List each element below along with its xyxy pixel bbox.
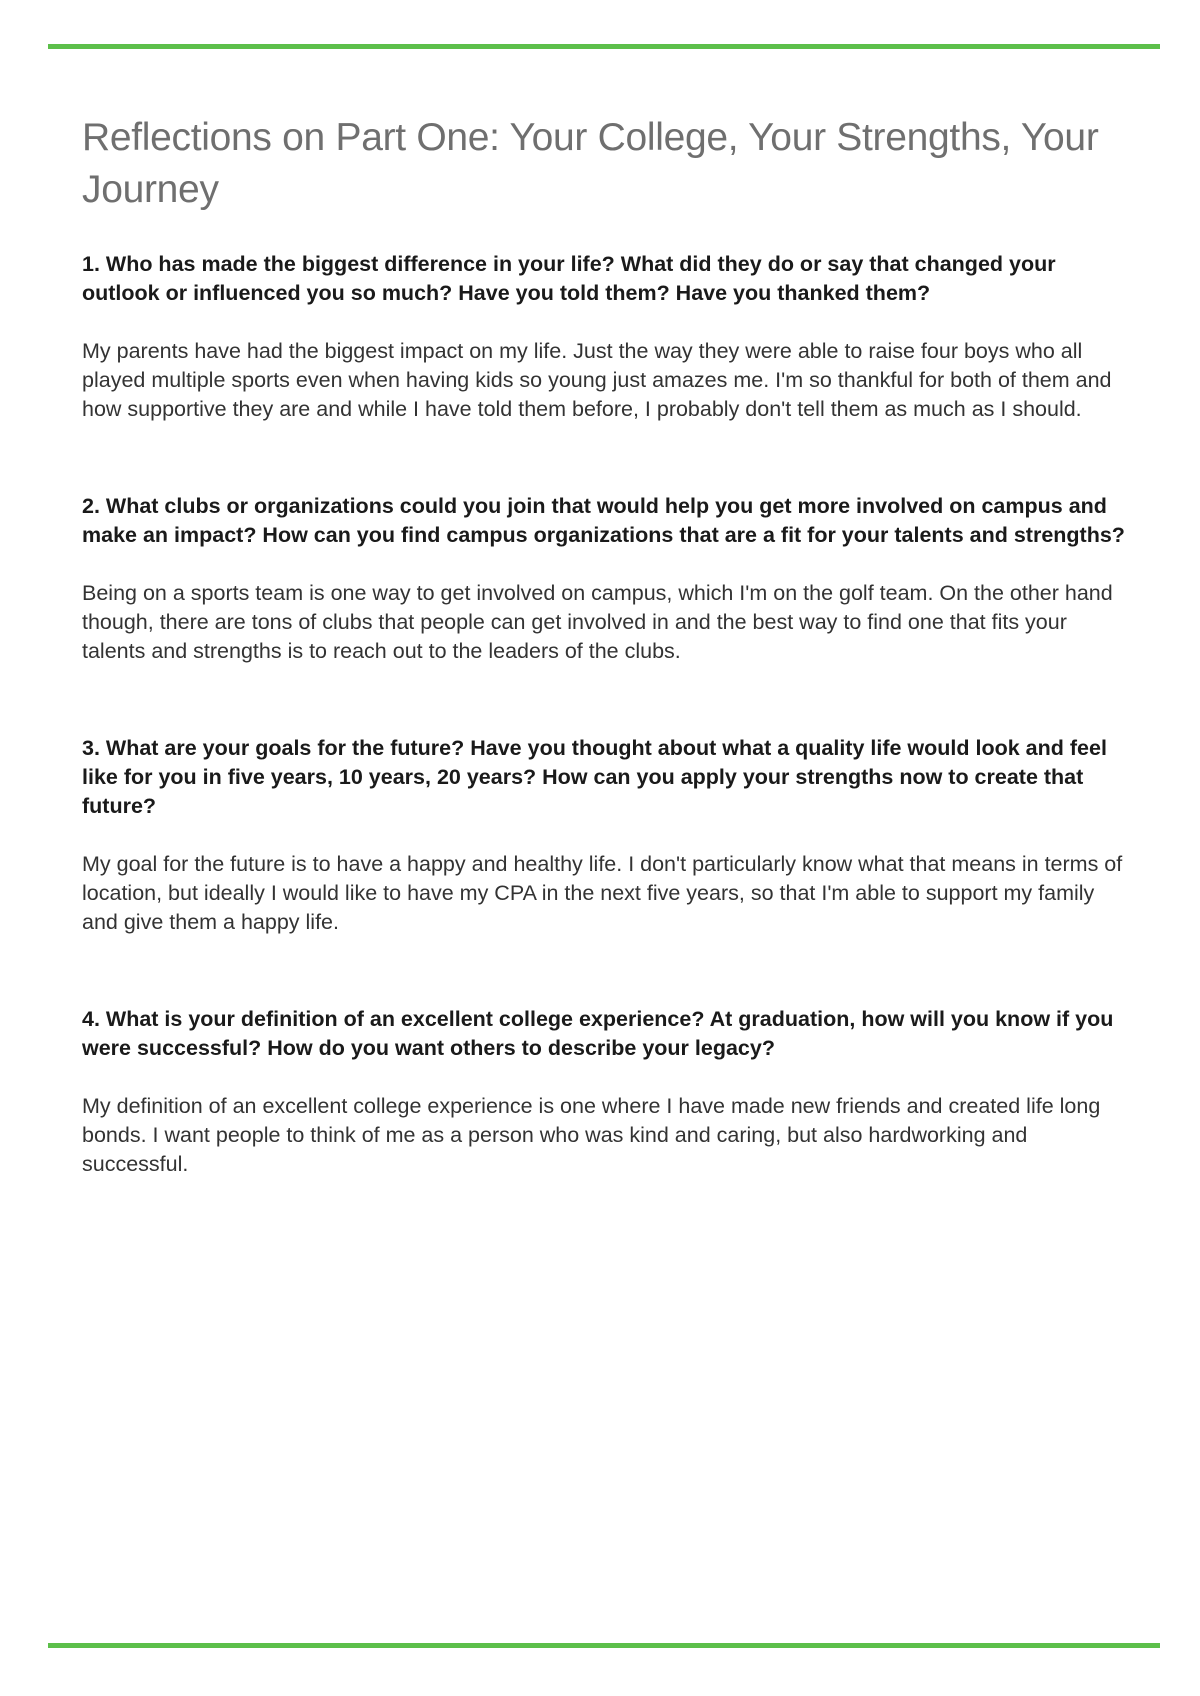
question-section-1 bbox=[82, 250, 1132, 424]
answer-text: My parents have had the biggest impact on my life. Just the way they were able to raise four boys who all played multiple sports even when having kids so young just amazes me. I'm so thankful for both of them and how supportive they are and while I have told them before, I probably don't tell them as much as I should. bbox=[82, 339, 1112, 421]
document-body bbox=[82, 112, 1132, 1247]
question-text: 4. What is your definition of an excellent college experience? At graduation, how will you know if you were successful? How do you want others to describe your legacy? bbox=[82, 1007, 1114, 1060]
question-section-3 bbox=[82, 734, 1132, 937]
answer-text: My definition of an excellent college experience is one where I have made new friends and created life long bonds. I want people to think of me as a person who was kind and caring, but also hardworking and successful. bbox=[82, 1094, 1101, 1176]
question-text: 2. What clubs or organizations could you join that would help you get more involved on campus and make an impact? How can you find campus organizations that are a fit for your talents and strengths? bbox=[82, 494, 1125, 547]
top-divider bbox=[48, 44, 1160, 49]
question-section-4 bbox=[82, 1005, 1132, 1179]
answer-text: Being on a sports team is one way to get involved on campus, which I'm on the golf team. On the other hand though, there are tons of clubs that people can get involved in and the best way to find one that fits your talents and strengths is to reach out to the leaders of the clubs. bbox=[82, 581, 1113, 663]
question-text: 1. Who has made the biggest difference in your life? What did they do or say that changed your outlook or influenced you so much? Have you told them? Have you thanked them? bbox=[82, 252, 1056, 305]
question-section-2 bbox=[82, 492, 1132, 666]
page-title: Reflections on Part One: Your College, Your Strengths, Your Journey bbox=[82, 116, 1099, 211]
answer-text: My goal for the future is to have a happy and healthy life. I don't particularly know what that means in terms of location, but ideally I would like to have my CPA in the next five years, so that I'm able to support my family and give them a happy life. bbox=[82, 852, 1123, 934]
question-text: 3. What are your goals for the future? Have you thought about what a quality life would look and feel like for you in five years, 10 years, 20 years? How can you apply your strengths now to create that future? bbox=[82, 736, 1107, 818]
bottom-divider bbox=[48, 1643, 1160, 1648]
